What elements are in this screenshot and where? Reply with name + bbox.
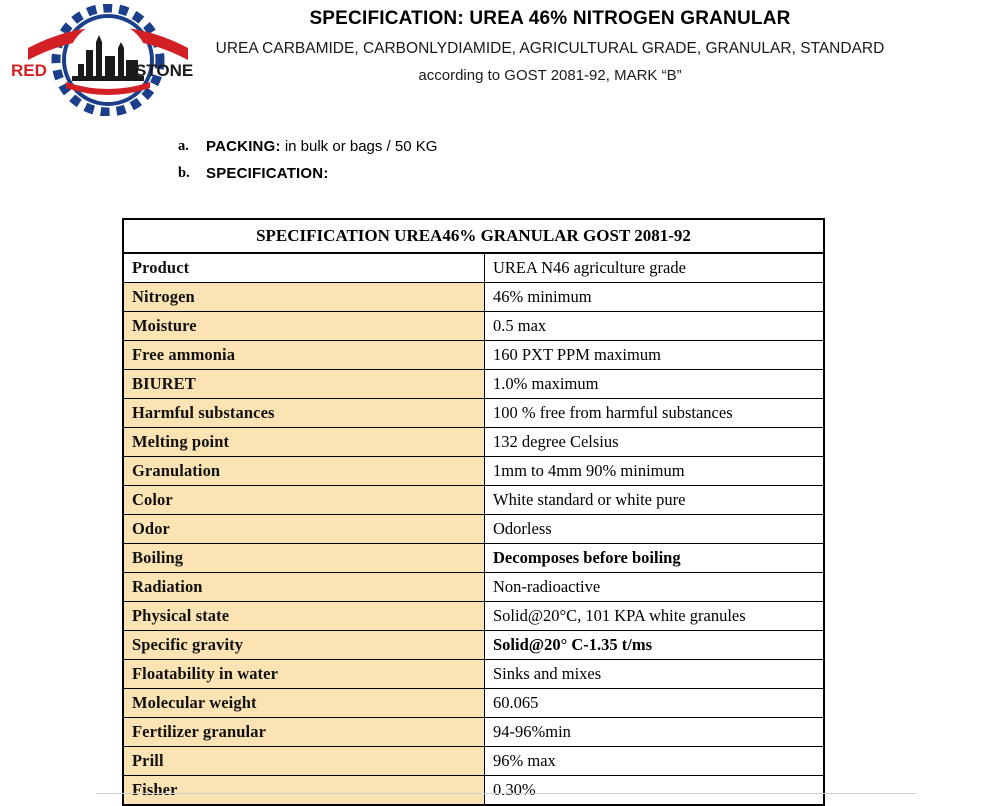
- title-block: [200, 8, 900, 84]
- table-cell-value: Solid@20° C-1.35 t/ms: [485, 631, 825, 660]
- table-caption: SPECIFICATION UREA46% GRANULAR GOST 2081-92: [123, 219, 824, 253]
- table-cell-label: Floatability in water: [123, 660, 485, 689]
- table-cell-value: 100 % free from harmful substances: [485, 399, 825, 428]
- specification-table-wrapper: [122, 218, 825, 806]
- table-row: [123, 428, 824, 457]
- table-cell-value: 0.5 max: [485, 312, 825, 341]
- table-cell-value: 94-96%min: [485, 718, 825, 747]
- table-row: [123, 573, 824, 602]
- table-row: [123, 776, 824, 806]
- table-row: [123, 312, 824, 341]
- table-cell-label: Radiation: [123, 573, 485, 602]
- table-cell-label: Nitrogen: [123, 283, 485, 312]
- specification-table: [122, 218, 825, 806]
- table-cell-label: Physical state: [123, 602, 485, 631]
- table-cell-label: Specific gravity: [123, 631, 485, 660]
- table-header-row: [123, 219, 824, 253]
- table-row: [123, 370, 824, 399]
- table-cell-value: Solid@20°C, 101 KPA white granules: [485, 602, 825, 631]
- table-cell-label: Granulation: [123, 457, 485, 486]
- page-subtitle-2: according to GOST 2081-92, MARK “B”: [418, 67, 682, 84]
- table-row: [123, 689, 824, 718]
- table-cell-label: Odor: [123, 515, 485, 544]
- bullet-list: [178, 138, 1000, 182]
- table-row: [123, 283, 824, 312]
- table-cell-label: Moisture: [123, 312, 485, 341]
- bullet-text: in bulk or bags / 50 KG: [280, 138, 438, 155]
- table-cell-label: BIURET: [123, 370, 485, 399]
- table-cell-label: Harmful substances: [123, 399, 485, 428]
- logo-word-stone: STONE: [135, 61, 194, 80]
- table-cell-value: Odorless: [485, 515, 825, 544]
- list-item: [178, 165, 1000, 182]
- table-cell-value: 96% max: [485, 747, 825, 776]
- table-cell-label: Fertilizer granular: [123, 718, 485, 747]
- table-cell-value: 132 degree Celsius: [485, 428, 825, 457]
- page-title: SPECIFICATION: UREA 46% NITROGEN GRANULAR: [309, 8, 791, 29]
- bullet-label: SPECIFICATION:: [206, 165, 329, 182]
- table-cell-value: 0.30%: [485, 776, 825, 806]
- table-row: [123, 486, 824, 515]
- table-row: [123, 631, 824, 660]
- company-logo: [8, 4, 208, 116]
- table-cell-label: Free ammonia: [123, 341, 485, 370]
- footer-divider: [96, 793, 916, 794]
- table-cell-label: Melting point: [123, 428, 485, 457]
- bullet-label: PACKING:: [206, 138, 281, 155]
- table-cell-value: 60.065: [485, 689, 825, 718]
- table-cell-label: Product: [123, 253, 485, 283]
- table-cell-label: Color: [123, 486, 485, 515]
- table-row: [123, 399, 824, 428]
- table-row: [123, 515, 824, 544]
- table-cell-label: Boiling: [123, 544, 485, 573]
- bullet-marker: a.: [178, 138, 189, 154]
- red-stone-logo-graphic: [8, 4, 208, 116]
- logo-word-red: RED: [11, 61, 47, 80]
- table-cell-label: Molecular weight: [123, 689, 485, 718]
- table-cell-label: Prill: [123, 747, 485, 776]
- table-cell-value: 1.0% maximum: [485, 370, 825, 399]
- table-cell-value: Sinks and mixes: [485, 660, 825, 689]
- table-cell-value: Decomposes before boiling: [485, 544, 825, 573]
- table-row: [123, 253, 824, 283]
- bullet-marker: b.: [178, 165, 190, 181]
- table-cell-value: White standard or white pure: [485, 486, 825, 515]
- table-row: [123, 544, 824, 573]
- page-subtitle-1: UREA CARBAMIDE, CARBONLYDIAMIDE, AGRICULTURAL GRADE, GRANULAR, STANDARD: [215, 40, 885, 57]
- table-cell-value: 160 PXT PPM maximum: [485, 341, 825, 370]
- table-cell-value: 46% minimum: [485, 283, 825, 312]
- table-row: [123, 457, 824, 486]
- table-row: [123, 747, 824, 776]
- table-cell-value: Non-radioactive: [485, 573, 825, 602]
- table-row: [123, 602, 824, 631]
- document-header: [0, 0, 1000, 120]
- table-row: [123, 341, 824, 370]
- list-item: [178, 138, 1000, 155]
- table-body: [123, 253, 824, 805]
- table-cell-label: Fisher: [123, 776, 485, 806]
- table-cell-value: UREA N46 agriculture grade: [485, 253, 825, 283]
- table-row: [123, 718, 824, 747]
- table-cell-value: 1mm to 4mm 90% minimum: [485, 457, 825, 486]
- table-row: [123, 660, 824, 689]
